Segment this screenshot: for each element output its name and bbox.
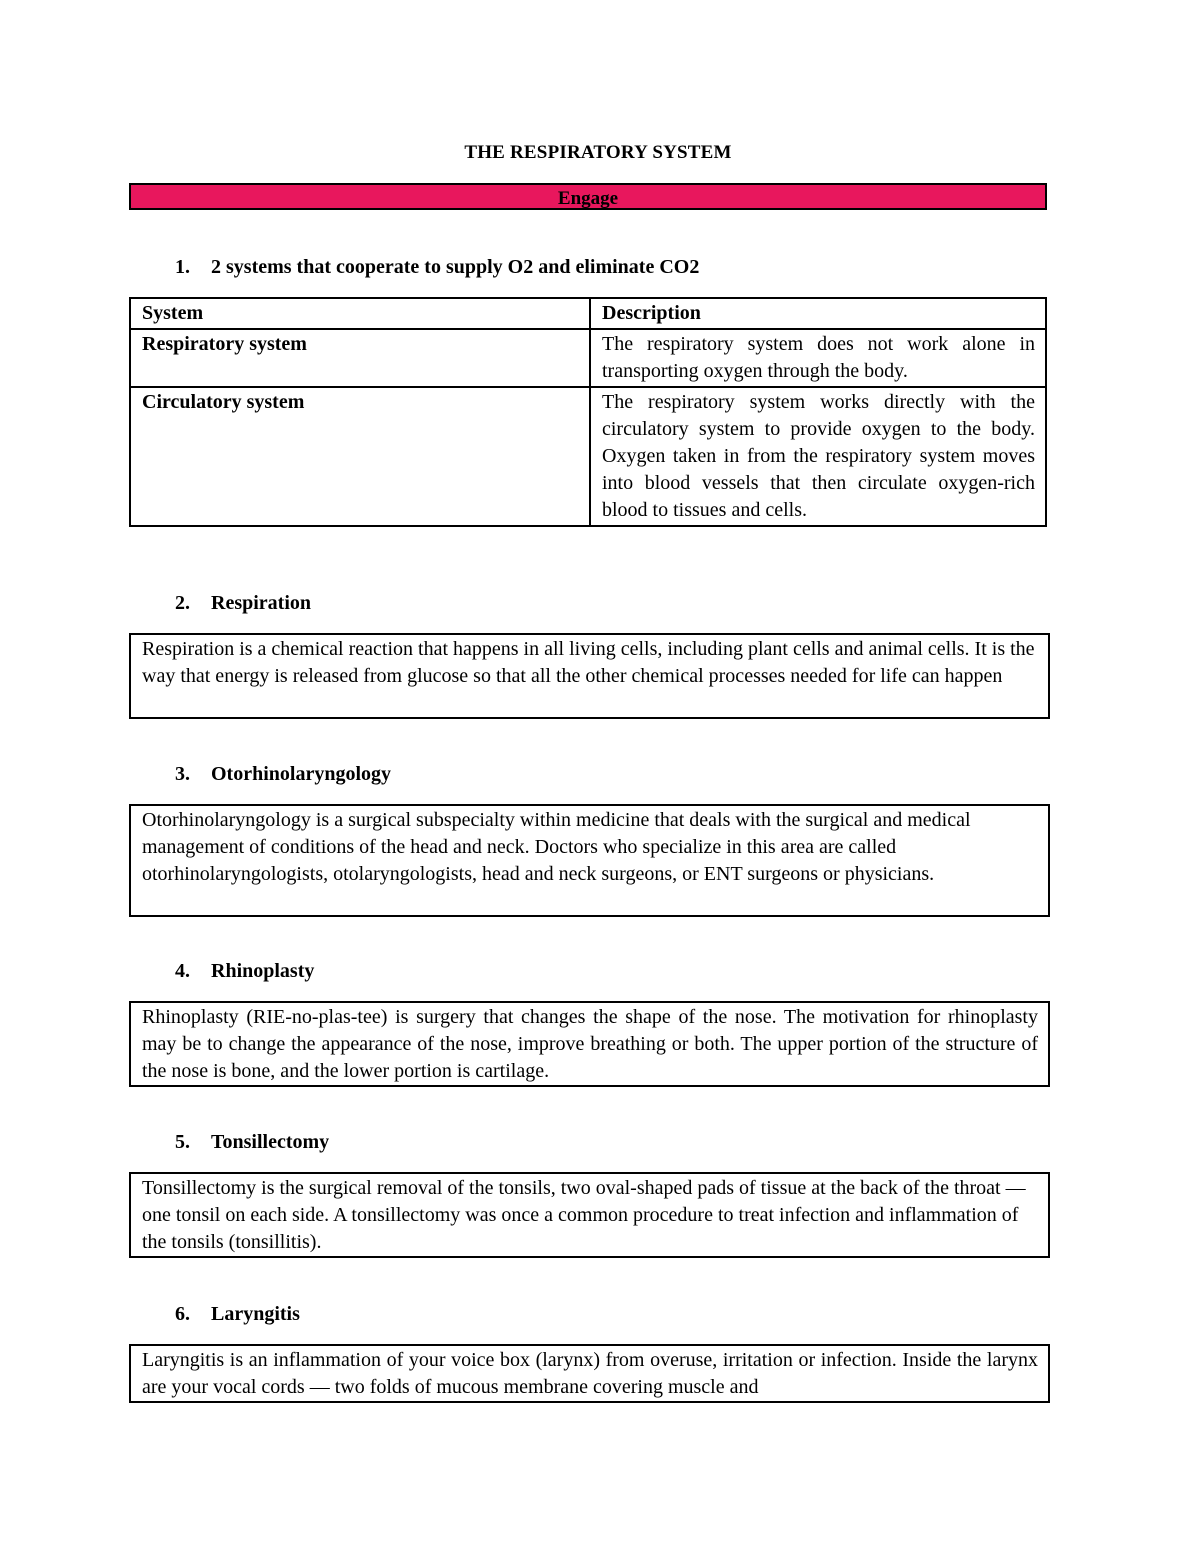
systems-table bbox=[129, 297, 1047, 527]
engage-banner: Engage bbox=[129, 183, 1047, 210]
section-title: Otorhinolaryngology bbox=[211, 763, 392, 785]
section-number: 1. bbox=[175, 256, 190, 278]
column-header-description: Description bbox=[590, 298, 1046, 329]
table-row bbox=[130, 387, 1046, 526]
section-title: Laryngitis bbox=[211, 1303, 300, 1325]
system-description: The respiratory system works directly with the circulatory system to provide oxygen to the body. Oxygen taken in from the respiratory system moves into blood vessels that then circulate oxygen-rich blood to tissues and cells. bbox=[590, 387, 1046, 526]
column-header-system: System bbox=[130, 298, 590, 329]
section-title: Respiration bbox=[211, 592, 311, 614]
section-title: Tonsillectomy bbox=[211, 1131, 330, 1153]
section-number: 6. bbox=[175, 1303, 190, 1325]
definition-box-rhinoplasty: Rhinoplasty (RIE-no-plas-tee) is surgery that changes the shape of the nose. The motivation for rhinoplasty may be to change the appearance of the nose, improve breathing or both. The upper portion of the structure of the nose is bone, and the lower portion is cartilage. bbox=[129, 1001, 1050, 1087]
definition-box-tonsillectomy: Tonsillectomy is the surgical removal of the tonsils, two oval-shaped pads of tissue at the back of the throat — one tonsil on each side. A tonsillectomy was once a common procedure to treat infection and inflammation of the tonsils (tonsillitis). bbox=[129, 1172, 1050, 1258]
section-heading-3 bbox=[175, 763, 391, 786]
system-name: Respiratory system bbox=[130, 329, 590, 387]
definition-box-laryngitis: Laryngitis is an inflammation of your voice box (larynx) from overuse, irritation or infection. Inside the larynx are your vocal cords — two folds of mucous membrane covering muscle and bbox=[129, 1344, 1050, 1403]
definition-box-otorhinolaryngology: Otorhinolaryngology is a surgical subspecialty within medicine that deals with the surgical and medical management of conditions of the head and neck. Doctors who specialize in this area are called otorhinolaryngologists, otolaryngologists, head and neck surgeons, or ENT surgeons or physicians. bbox=[129, 804, 1050, 917]
section-number: 4. bbox=[175, 960, 190, 982]
table-row bbox=[130, 329, 1046, 387]
table-header-row bbox=[130, 298, 1046, 329]
section-heading-4 bbox=[175, 960, 314, 983]
section-title: 2 systems that cooperate to supply O2 and eliminate CO2 bbox=[211, 256, 700, 278]
system-description: The respiratory system does not work alone in transporting oxygen through the body. bbox=[590, 329, 1046, 387]
section-heading-2 bbox=[175, 592, 311, 615]
section-heading-5 bbox=[175, 1131, 329, 1154]
section-number: 3. bbox=[175, 763, 190, 785]
page-title: THE RESPIRATORY SYSTEM bbox=[464, 142, 732, 163]
section-number: 5. bbox=[175, 1131, 190, 1153]
definition-box-respiration: Respiration is a chemical reaction that happens in all living cells, including plant cells and animal cells. It is the way that energy is released from glucose so that all the other chemical processes needed for life can happen bbox=[129, 633, 1050, 719]
section-heading-6 bbox=[175, 1303, 300, 1326]
section-title: Rhinoplasty bbox=[211, 960, 315, 982]
section-heading-1 bbox=[175, 256, 699, 279]
section-number: 2. bbox=[175, 592, 190, 614]
system-name: Circulatory system bbox=[130, 387, 590, 526]
